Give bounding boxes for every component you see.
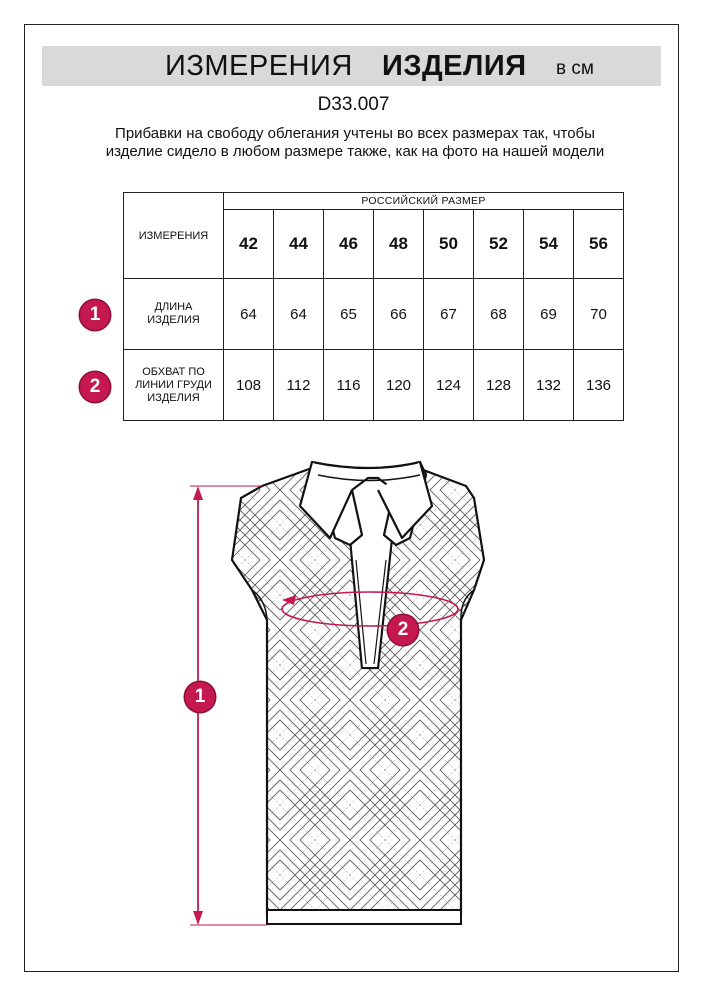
- size-header: 48: [374, 210, 424, 279]
- table-cell: 65: [324, 279, 374, 350]
- size-header: 42: [224, 210, 274, 279]
- title-measurements: ИЗМЕРЕНИЯ: [165, 50, 353, 82]
- length-marker-badge: 1: [185, 682, 215, 712]
- table-cell: 64: [274, 279, 324, 350]
- title-unit: в см: [556, 58, 594, 79]
- size-header: 52: [474, 210, 524, 279]
- table-cell: 68: [474, 279, 524, 350]
- size-group-label: РОССИЙСКИЙ РАЗМЕР: [224, 193, 624, 210]
- title-item: ИЗДЕЛИЯ: [382, 50, 527, 82]
- fit-note: Прибавки на свободу облегания учтены во всех размерах так, чтобы изделие сидело в любом размере также, как на фото на нашей модели: [105, 125, 605, 160]
- table-cell: 66: [374, 279, 424, 350]
- table-cell: 128: [474, 350, 524, 421]
- row-label-length: ДЛИНА ИЗДЕЛИЯ: [124, 279, 224, 350]
- row-label-chest: ОБХВАТ ПО ЛИНИИ ГРУДИ ИЗДЕЛИЯ: [124, 350, 224, 421]
- table-cell: 116: [324, 350, 374, 421]
- dress-icon: [220, 460, 500, 924]
- model-code: D33.007: [317, 94, 390, 115]
- table-cell: 132: [524, 350, 574, 421]
- size-header: 46: [324, 210, 374, 279]
- corner-label: ИЗМЕРЕНИЯ: [124, 193, 224, 279]
- size-header: 54: [524, 210, 574, 279]
- table-cell: 64: [224, 279, 274, 350]
- table-cell: 69: [524, 279, 574, 350]
- table-cell: 70: [574, 279, 624, 350]
- row-number-badge-2: 2: [80, 372, 110, 402]
- size-header: 56: [574, 210, 624, 279]
- chest-marker-badge: 2: [388, 615, 418, 645]
- table-cell: 136: [574, 350, 624, 421]
- row-number-badge-1: 1: [80, 300, 110, 330]
- table-cell: 112: [274, 350, 324, 421]
- table-cell: 124: [424, 350, 474, 421]
- table-cell: 108: [224, 350, 274, 421]
- table-cell: 120: [374, 350, 424, 421]
- size-header: 50: [424, 210, 474, 279]
- table-cell: 67: [424, 279, 474, 350]
- size-header: 44: [274, 210, 324, 279]
